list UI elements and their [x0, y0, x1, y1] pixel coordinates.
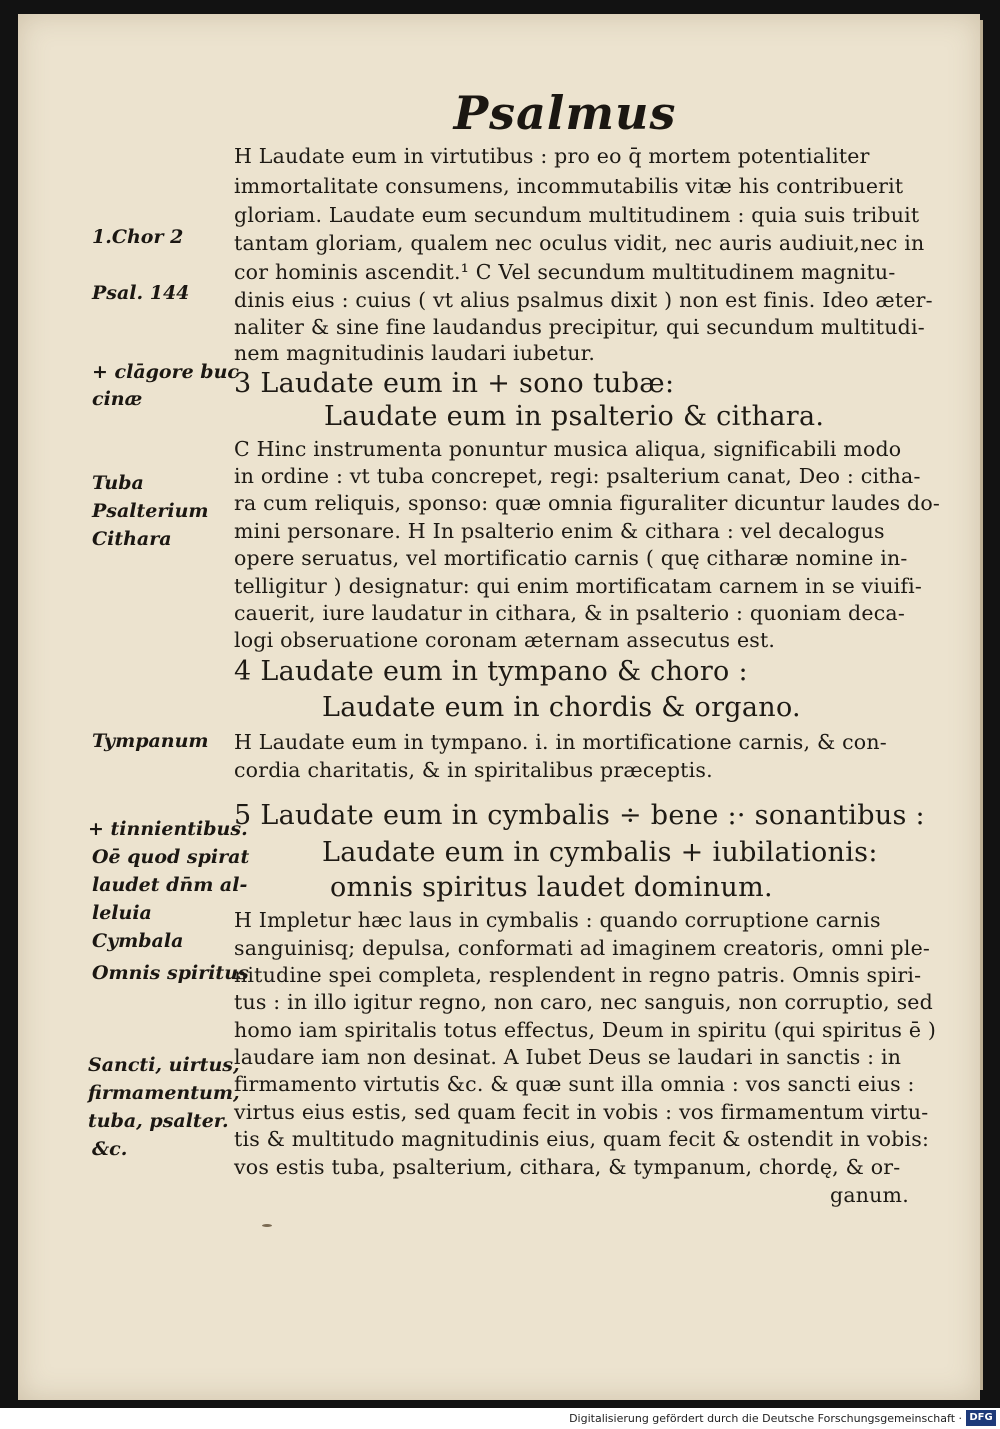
- body-line: ra cum reliquis, sponso: quæ omnia figuraliter dicuntur laudes do-: [234, 491, 940, 515]
- margin-note: laudet dn̄m al-: [92, 874, 248, 896]
- margin-note: 1.Chor 2: [92, 226, 184, 248]
- margin-note: Omnis spiritus: [92, 962, 249, 984]
- margin-note: tuba, psalter.: [88, 1110, 229, 1132]
- body-line: nitudine spei completa, resplendent in regno patris. Omnis spiri-: [234, 963, 922, 987]
- dfg-logo: DFG: [966, 1410, 996, 1426]
- body-line: telligitur ) designatur: qui enim mortificatam carnem in se viuifi-: [234, 574, 923, 598]
- footer-text: Digitalisierung gefördert durch die Deutsche Forschungsgemeinschaft ·: [569, 1412, 962, 1425]
- margin-note: + tinnientibus.: [88, 818, 248, 840]
- verse-line: omnis spiritus laudet dominum.: [330, 872, 773, 903]
- margin-note: Psal. 144: [92, 282, 190, 304]
- body-line: H Laudate eum in virtutibus : pro eo q̄ mortem potentialiter: [234, 144, 870, 168]
- body-line: laudare iam non desinat. A Iubet Deus se laudari in sanctis : in: [234, 1045, 902, 1069]
- body-line: immortalitate consumens, incommutabilis vitæ his contribuerit: [234, 174, 904, 198]
- margin-note: Oē quod spirat: [92, 846, 250, 868]
- body-line: virtus eius estis, sed quam fecit in vobis : vos firmamentum virtu-: [234, 1100, 929, 1124]
- body-line: C Hinc instrumenta ponuntur musica aliqua, significabili modo: [234, 437, 902, 461]
- body-line: in ordine : vt tuba concrepet, regi: psalterium canat, Deo : citha-: [234, 464, 921, 488]
- ink-speck: [262, 1224, 272, 1227]
- margin-note: &c.: [92, 1138, 128, 1160]
- body-line: H Laudate eum in tympano. i. in mortificatione carnis, & con-: [234, 730, 887, 754]
- margin-note: Cithara: [92, 528, 172, 550]
- body-line: H Impletur hæc laus in cymbalis : quando corruptione carnis: [234, 908, 881, 932]
- body-line: tus : in illo igitur regno, non caro, nec sanguis, non corruptio, sed: [234, 990, 933, 1014]
- margin-note: firmamentum,: [88, 1082, 240, 1104]
- body-line: vos estis tuba, psalterium, cithara, & tympanum, chordę, & or-: [234, 1155, 901, 1179]
- body-line: ganum.: [830, 1183, 909, 1207]
- margin-note: cinæ: [92, 388, 143, 410]
- body-line: nem magnitudinis laudari iubetur.: [234, 341, 596, 365]
- page-header: Psalmus: [453, 86, 677, 140]
- margin-note: Tuba: [92, 472, 144, 494]
- body-line: tantam gloriam, qualem nec oculus vidit, nec auris audiuit,nec in: [234, 231, 925, 255]
- margin-note: leluia: [92, 902, 152, 924]
- body-line: mini personare. H In psalterio enim & cithara : vel decalogus: [234, 519, 885, 543]
- margin-note: Tympanum: [92, 730, 209, 752]
- margin-note: Psalterium: [92, 500, 209, 522]
- body-line: tis & multitudo magnitudinis eius, quam fecit & ostendit in vobis:: [234, 1127, 930, 1151]
- body-line: dinis eius : cuius ( vt alius psalmus dixit ) non est finis. Ideo æter-: [234, 288, 933, 312]
- body-line: opere seruatus, vel mortificatio carnis ( quę citharæ nomine in-: [234, 546, 908, 570]
- verse-line: Laudate eum in cymbalis + iubilationis:: [322, 837, 878, 868]
- body-line: gloriam. Laudate eum secundum multitudinem : quia suis tribuit: [234, 203, 920, 227]
- margin-note: + clāgore buc: [92, 361, 239, 383]
- body-line: firmamento virtutis &c. & quæ sunt illa omnia : vos sancti eius :: [234, 1072, 915, 1096]
- body-line: cor hominis ascendit.¹ C Vel secundum multitudinem magnitu-: [234, 260, 896, 284]
- body-line: cauerit, iure laudatur in cithara, & in psalterio : quoniam deca-: [234, 601, 905, 625]
- body-line: naliter & sine fine laudandus precipitur, qui secundum multitudi-: [234, 315, 925, 339]
- digitization-footer: [0, 1408, 1000, 1429]
- margin-note: Cymbala: [92, 930, 184, 952]
- verse-line: 3 Laudate eum in + sono tubæ:: [234, 368, 675, 399]
- verse-line: 5 Laudate eum in cymbalis ÷ bene :· sonantibus :: [234, 800, 925, 831]
- body-line: homo iam spiritalis totus effectus, Deum in spiritu (qui spiritus ē ): [234, 1018, 937, 1042]
- margin-note: Sancti, uirtus,: [88, 1054, 240, 1076]
- verse-line: Laudate eum in chordis & organo.: [322, 692, 801, 723]
- body-line: cordia charitatis, & in spiritalibus præceptis.: [234, 758, 713, 782]
- body-line: logi obseruatione coronam æternam assecutus est.: [234, 628, 776, 652]
- body-line: sanguinisq; depulsa, conformati ad imaginem creatoris, omni ple-: [234, 936, 931, 960]
- verse-line: 4 Laudate eum in tympano & choro :: [234, 656, 748, 687]
- verse-line: Laudate eum in psalterio & cithara.: [324, 401, 825, 432]
